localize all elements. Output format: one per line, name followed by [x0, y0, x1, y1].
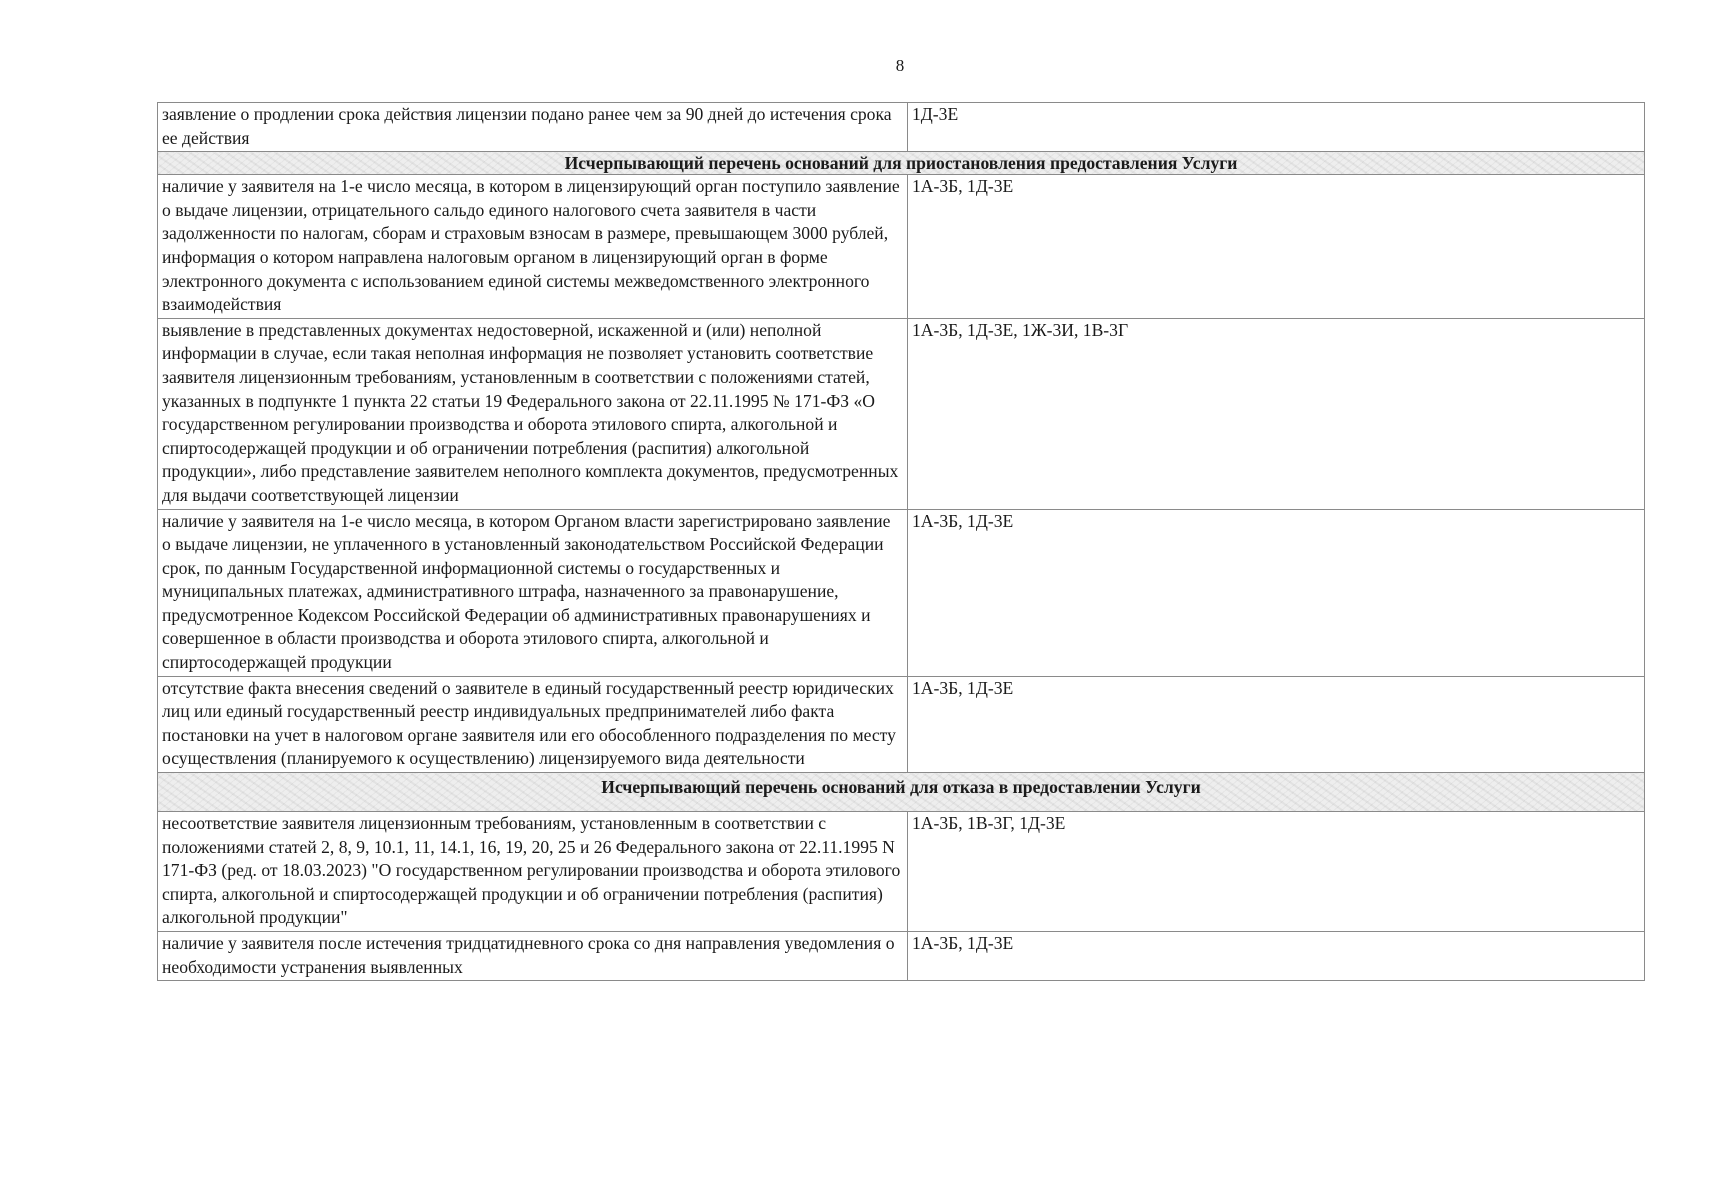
ground-text: несоответствие заявителя лицензионным требованиям, установленным в соответствии с положениями статей 2, 8, 9, 10.1, 11, 14.1, 16, 19, 20, 25 и 26 Федерального закона от 22.11.1995 N 171-ФЗ (ред. от 18.03.2023) "О государственном регулировании производства и оборота этилового спирта, алкогольной и спиртосодержащей продукции и об ограничении потребления (распития) алкогольной продукции" [158, 812, 908, 932]
table-row [158, 509, 1645, 676]
table-row [158, 175, 1645, 319]
page-number: 8 [895, 56, 905, 75]
ground-text: наличие у заявителя на 1-е число месяца, в котором Органом власти зарегистрировано заявление о выдаче лицензии, не уплаченного в установленный законодательством Российской Федерации срок, по данным Государственной информационной системы о государственных и муниципальных платежах, административного штрафа, назначенного за правонарушение, предусмотренное Кодексом Российской Федерации об административных правонарушениях и совершенное в области производства и оборота этилового спирта, алкогольной и спиртосодержащей продукции [158, 509, 908, 676]
section-title: Исчерпывающий перечень оснований для отказа в предоставлении Услуги [158, 773, 1645, 812]
table-row [158, 676, 1645, 772]
step-codes: 1Д-3Е [908, 103, 1645, 152]
step-codes: 1А-3Б, 1В-3Г, 1Д-3Е [908, 812, 1645, 932]
table-row [158, 318, 1645, 509]
ground-text: наличие у заявителя на 1-е число месяца, в котором в лицензирующий орган поступило заявление о выдаче лицензии, отрицательного сальдо единого налогового счета заявителя в части задолженности по налогам, сборам и страховым взносам в размере, превышающем 3000 рублей, информация о котором направлена налоговым органом в лицензирующий орган в форме электронного документа с использованием единой системы межведомственного электронного взаимодействия [158, 175, 908, 319]
ground-text: заявление о продлении срока действия лицензии подано ранее чем за 90 дней до истечения срока ее действия [158, 103, 908, 152]
step-codes: 1А-3Б, 1Д-3Е [908, 175, 1645, 319]
step-codes: 1А-3Б, 1Д-3Е [908, 676, 1645, 772]
step-codes: 1А-3Б, 1Д-3Е, 1Ж-3И, 1В-3Г [908, 318, 1645, 509]
grounds-table [157, 102, 1645, 981]
ground-text: наличие у заявителя после истечения тридцатидневного срока со дня направления уведомления о необходимости устранения выявленных [158, 932, 908, 981]
step-codes: 1А-3Б, 1Д-3Е [908, 509, 1645, 676]
step-codes: 1А-3Б, 1Д-3Е [908, 932, 1645, 981]
section-header-refusal [158, 773, 1645, 812]
section-header-suspension [158, 152, 1645, 175]
table-row [158, 103, 1645, 152]
ground-text: отсутствие факта внесения сведений о заявителе в единый государственный реестр юридических лиц или единый государственный реестр индивидуальных предпринимателей либо факта постановки на учет в налоговом органе заявителя или его обособленного подразделения по месту осуществления (планируемого к осуществлению) лицензируемого вида деятельности [158, 676, 908, 772]
table-row [158, 812, 1645, 932]
section-title: Исчерпывающий перечень оснований для приостановления предоставления Услуги [158, 152, 1645, 175]
table-row [158, 932, 1645, 981]
ground-text: выявление в представленных документах недостоверной, искаженной и (или) неполной информации в случае, если такая неполная информация не позволяет установить соответствие заявителя лицензионным требованиям, установленным в соответствии с положениями статей, указанных в подпункте 1 пункта 22 статьи 19 Федерального закона от 22.11.1995 № 171-ФЗ «О государственном регулировании производства и оборота этилового спирта, алкогольной и спиртосодержащей продукции и об ограничении потребления (распития) алкогольной продукции», либо представление заявителем неполного комплекта документов, предусмотренных для выдачи соответствующей лицензии [158, 318, 908, 509]
